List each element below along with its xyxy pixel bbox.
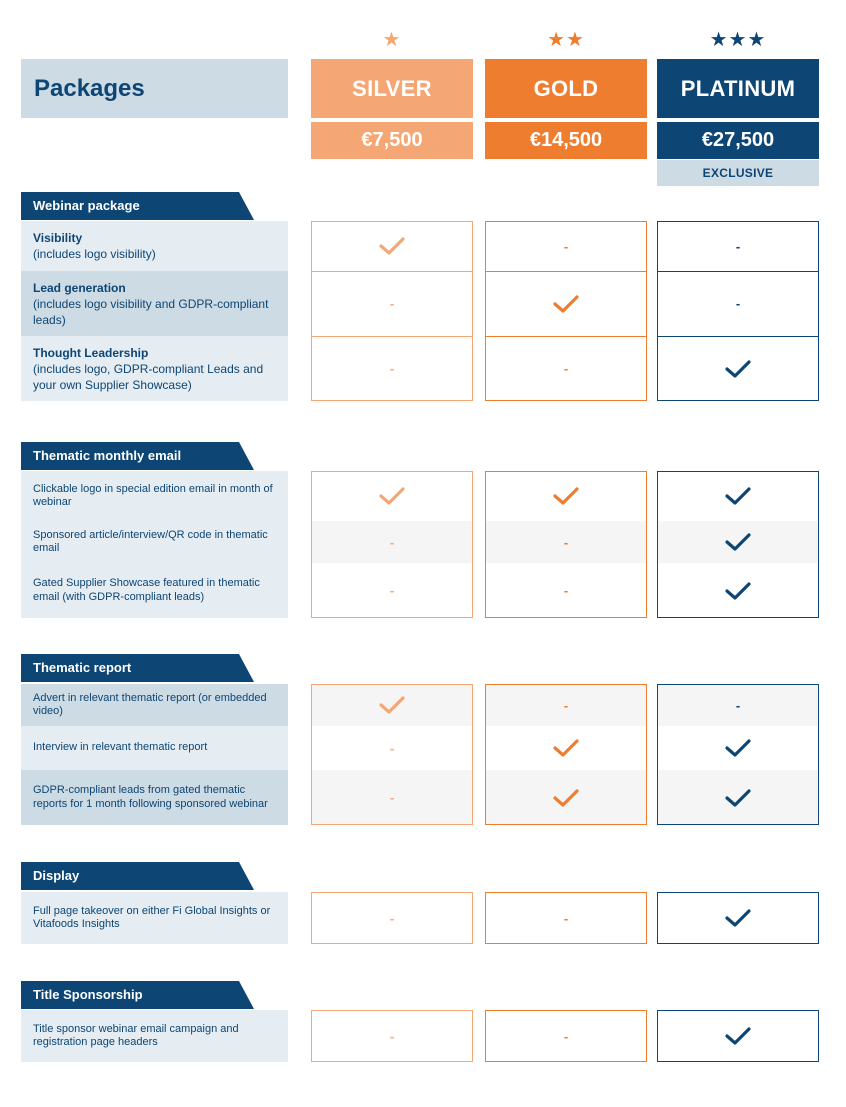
dash-symbol: - (563, 697, 569, 713)
dash-symbol: - (389, 910, 395, 926)
feature-label (21, 336, 288, 401)
silver-price: €7,500 (311, 122, 473, 159)
feature-title: Thought Leadership (33, 345, 149, 360)
section-title: Webinar package (33, 198, 140, 213)
plat-column-box (657, 471, 819, 618)
gold-column-box (485, 221, 647, 401)
feature-description: Sponsored article/interview/QR code in thematic email (33, 528, 268, 554)
feature-label (21, 521, 288, 563)
section-tab-3 (21, 862, 256, 890)
section-tab-1 (21, 442, 256, 470)
plat-column-box (657, 1010, 819, 1062)
dash-symbol: - (389, 583, 395, 598)
feature-description: Clickable logo in special edition email in month of webinar (33, 482, 273, 508)
section-title: Display (33, 868, 80, 883)
feature-description: GDPR-compliant leads from gated thematic reports for 1 month following sponsored webinar (33, 784, 268, 810)
row-divider (657, 336, 819, 337)
silver-column-box (311, 1010, 473, 1062)
feature-label (21, 271, 288, 336)
row-divider (485, 271, 647, 272)
gold-column-box (485, 684, 647, 825)
feature-label (21, 563, 288, 618)
gold-column-box (485, 892, 647, 944)
section-tab-0 (21, 192, 256, 220)
feature-description: Gated Supplier Showcase featured in thematic email (with GDPR-compliant leads) (33, 577, 260, 603)
feature-label (21, 684, 288, 726)
row-divider (311, 271, 473, 272)
dash-symbol: - (735, 296, 741, 311)
plat-column-box (657, 892, 819, 944)
gold-stars: ★★ (547, 29, 585, 51)
row-divider (485, 336, 647, 337)
section-title: Thematic report (33, 660, 132, 675)
feature-title: Visibility (33, 231, 83, 245)
feature-label (21, 221, 288, 271)
feature-label (21, 1010, 288, 1062)
dash-symbol: - (389, 740, 395, 756)
row-divider (657, 271, 819, 272)
dash-symbol: - (563, 238, 569, 254)
feature-description: (includes logo, GDPR-compliant Leads and your own Supplier Showcase) (33, 361, 264, 392)
dash-symbol: - (563, 1028, 569, 1044)
section-title: Thematic monthly email (33, 448, 182, 463)
platinum-stars: ★★★ (709, 29, 767, 51)
silver-column-box (311, 684, 473, 825)
feature-description: Title sponsor webinar email campaign and registration page headers (33, 1022, 239, 1048)
dash-symbol: - (389, 790, 395, 805)
platinum-price: €27,500 (657, 122, 819, 159)
feature-description: (includes logo visibility and GDPR-compliant leads) (33, 296, 269, 327)
silver-column-box (311, 221, 473, 401)
section-title: Title Sponsorship (33, 987, 143, 1002)
feature-description: (includes logo visibility) (33, 247, 156, 261)
gold-column-box (485, 471, 647, 618)
row-divider (311, 336, 473, 337)
dash-symbol: - (389, 534, 395, 550)
dash-symbol: - (389, 296, 395, 311)
gold-price: €14,500 (485, 122, 647, 159)
silver-column-box (311, 892, 473, 944)
page-title: Packages (21, 59, 288, 118)
silver-stars: ★ (382, 29, 402, 51)
silver-tier-name: SILVER (311, 59, 473, 118)
feature-label (21, 892, 288, 944)
feature-label (21, 770, 288, 825)
gold-tier-name: GOLD (485, 59, 647, 118)
dash-symbol: - (389, 361, 395, 376)
dash-symbol: - (563, 534, 569, 550)
dash-symbol: - (389, 1028, 395, 1044)
platinum-tier-name: PLATINUM (657, 59, 819, 118)
dash-symbol: - (563, 583, 569, 598)
feature-label (21, 471, 288, 521)
plat-column-box (657, 684, 819, 825)
feature-description: Advert in relevant thematic report (or embedded video) (33, 691, 267, 717)
dash-symbol: - (735, 238, 741, 254)
feature-title: Lead generation (33, 280, 126, 295)
exclusive-badge: EXCLUSIVE (657, 160, 819, 186)
silver-column-box (311, 471, 473, 618)
gold-column-box (485, 1010, 647, 1062)
section-tab-2 (21, 654, 256, 682)
dash-symbol: - (563, 361, 569, 376)
feature-description: Interview in relevant thematic report (33, 741, 208, 754)
feature-label (21, 726, 288, 770)
section-tab-4 (21, 981, 256, 1009)
dash-symbol: - (563, 910, 569, 926)
feature-description: Full page takeover on either Fi Global Insights or Vitafoods Insights (33, 904, 271, 930)
plat-column-box (657, 221, 819, 401)
dash-symbol: - (735, 697, 741, 713)
